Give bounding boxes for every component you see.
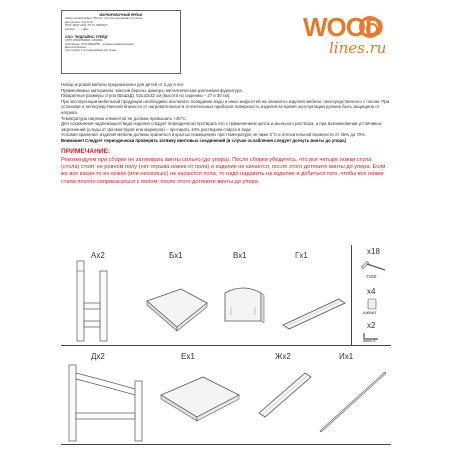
part-a-drawing bbox=[73, 259, 113, 343]
description-line: Габаритные размеры стула (ВхШхД): 52х32х32 см (высота по сидению – 27 и 30 см). bbox=[61, 93, 231, 99]
instruction-sheet bbox=[55, 10, 395, 450]
part-label-v: Вх1 bbox=[233, 251, 247, 260]
screw-icon bbox=[359, 259, 389, 273]
parts-list bbox=[61, 245, 391, 445]
label-line: Артикул: ........ Цвет: ........ bbox=[65, 27, 96, 31]
key-name: ключ 5 bbox=[363, 338, 376, 343]
label-small-line: Дата изготовления: ........ bbox=[65, 45, 93, 49]
label-title: МАРКИРОВОЧНЫЙ ЯРЛЫК bbox=[99, 13, 143, 17]
product-description bbox=[61, 82, 391, 144]
part-g-drawing bbox=[281, 295, 349, 331]
logo-sub: lines.ru bbox=[329, 39, 387, 57]
description-line: Условия хранения: изделия мебели должны храниться в крытых помещениях при температуре не ниже 2°С и относительной влажности от 45% до 70%. bbox=[61, 132, 367, 138]
label-maker: ООО "ВУДЛАЙНС-ТРЕЙД" bbox=[65, 35, 109, 40]
description-line: Температура нагрева элементов не должна превышать +45°С. bbox=[61, 115, 187, 121]
part-label-b: Бх1 bbox=[169, 251, 183, 260]
part-i-drawing bbox=[317, 367, 391, 437]
part-label-d: Дх2 bbox=[91, 352, 105, 361]
label-line: Набор игровой мебели "Бэлла": стол (регулируемый) и стульчик bbox=[65, 17, 143, 20]
description-line: Применяемые материалы: массив березы, фанера, металлическая крепежная фурнитура. bbox=[61, 87, 243, 93]
label-line: ГОСТ 19917-2014 "ТР ТС 025/2012" bbox=[65, 24, 108, 28]
dowel-name: шкант bbox=[363, 311, 377, 316]
part-label-e: Ех1 bbox=[181, 352, 195, 361]
part-label-i: Их1 bbox=[339, 352, 354, 361]
dowel-icon bbox=[365, 297, 379, 311]
part-b-drawing bbox=[143, 287, 211, 331]
column-divider bbox=[351, 245, 352, 345]
part-d-drawing bbox=[67, 363, 149, 443]
label-small-line: Срок службы: 5 лет Гарантийный срок: 12 мес. bbox=[65, 48, 118, 52]
part-e-drawing bbox=[157, 373, 243, 443]
key-count: x2 bbox=[367, 321, 376, 330]
dowel-count: x4 bbox=[367, 287, 376, 296]
description-line: При эксплуатации мебельной продукции необходимо исключать попадание воды и иных жидкостей на элементы изделия мебели, непосредственного с полом. При установке в непосредственной близости от нагревательных и отопительных приборов поверхность изделия во время эксплуатации должна быть защищена от нагрева. bbox=[61, 98, 390, 115]
wood-ring-icon bbox=[359, 16, 381, 38]
description-line: Для сохранения надлежащего вида изделия следует периодически протирать его с применением щеток и мыльного раствора, а при возникновении устойчивых загрязнений (следы от фломастеров или маркеров) – протирать 10% раствором спирта в воде. bbox=[61, 121, 382, 132]
screw-size: 7х50 bbox=[366, 275, 377, 280]
row-divider bbox=[61, 345, 391, 346]
part-zh-drawing bbox=[257, 369, 315, 419]
warning-text: Внимание! Следует периодически проверять затяжку винтовых соединений (в случае ослабления следует догнуть винты до упора) bbox=[61, 137, 346, 143]
label-small-line: Изготовитель: ООО ВУДЛАЙНС - трудовые взаимоотношения bbox=[65, 42, 134, 46]
part-v-drawing bbox=[219, 285, 267, 325]
row-divider bbox=[61, 444, 391, 445]
logo-word: WOOD bbox=[303, 12, 383, 42]
description-line: Набор игровой мебели предназначен для детей от 3 до 6 лет. bbox=[61, 82, 185, 87]
screw-count: x18 bbox=[367, 247, 380, 256]
note-text: Рекомендуем при сборке не затягивать винты сильно (до упора). После сборки убедитесь, что все четыре ножки стула (стола) стоят не ровном полу (нет отрыва ножек от пола) и изделие не качается, после этого дотяните винты до упора. Если же все какая-то из ножек (или несколько) не касаются пола, то надо надавить на изделие и добиться того, чтобы все ножки стали плотно соприкасаться с полом, после этого дотяните винты до упора. bbox=[61, 157, 386, 185]
assembly-note bbox=[61, 148, 391, 186]
label-line: Для детей от 3 до 6 лет bbox=[65, 20, 94, 24]
label-maker-sub: ОГРН: 1155007006694 г. МОСКВА bbox=[65, 39, 103, 43]
note-title: ПРИМЕЧАНИЕ: bbox=[61, 148, 111, 155]
part-label-a: Ах2 bbox=[91, 251, 105, 260]
part-label-g: Гх1 bbox=[295, 251, 308, 260]
marking-label bbox=[61, 10, 181, 74]
woodlines-logo bbox=[303, 12, 395, 64]
part-label-zh: Жх2 bbox=[275, 352, 291, 361]
